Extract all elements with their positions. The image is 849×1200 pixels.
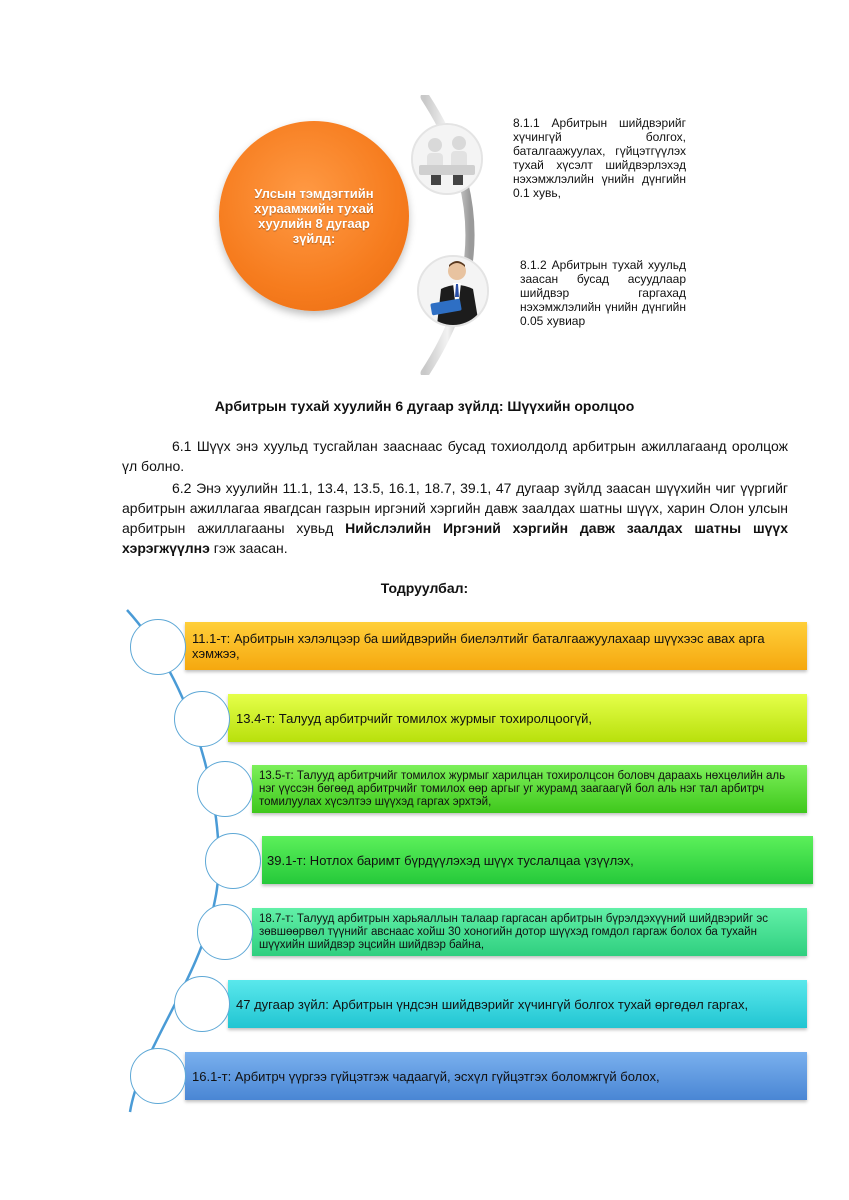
- meeting-photo-icon: [411, 123, 483, 195]
- clarify-heading: Тодруулбал:: [380, 580, 469, 596]
- timeline-node: [130, 619, 186, 675]
- paragraph-6-2-bold: Нийслэлийн Иргэний хэргийн давж заалдах шатны шүүх хэрэгжүүлнэ: [122, 520, 788, 556]
- paragraph-6-2: [122, 478, 788, 558]
- law-article-bar: [228, 980, 807, 1028]
- law-circle: [219, 121, 409, 311]
- law-article-text: 11.1-т: Арбитрын хэлэлцээр ба шийдвэрийн биелэлтийг баталгаажуулахаар шүүхээс авах арга хэмжээ,: [192, 631, 765, 661]
- law-article-text: 47 дугаар зүйл: Арбитрын үндсэн шийдвэрийг хүчингүй болгох тухай өргөдөл гаргах,: [236, 996, 749, 1012]
- paragraph-6-1-text: 6.1 Шүүх энэ хуульд тусгайлан зааснаас бусад тохиолдолд арбитрын ажиллагаанд оролцож үл болно.: [122, 438, 788, 474]
- timeline-node: [174, 976, 230, 1032]
- timeline-node: [205, 833, 261, 889]
- timeline-node: [174, 691, 230, 747]
- law-article-bar: [252, 908, 807, 956]
- paragraph-6-2-text: 6.2 Энэ хуулийн 11.1, 13.4, 13.5, 16.1, 18.7, 39.1, 47 дугаар зүйлд заасан шүүхийн чиг үүргийг арбитрын ажиллагаа явагдсан газрын иргэний хэргийн давж заалдах шатны шүүх, харин Олон улсын арбитрын ажиллагааны хувьд: [122, 480, 788, 536]
- law-article-bar: [228, 694, 807, 742]
- paragraph-6-2-end: гэж заасан.: [209, 540, 288, 556]
- law-article-text: 13.5-т: Талууд арбитрчийг томилох журмыг харилцан тохиролцсон боловч дараахь нөхцөлийн аль нэг үүссэн бөгөөд арбитрчийг томилох өөр аргыг уг журамд заагаагүй бол аль нэг тал арбитрч томилуулах хүсэлтээ шүүхэд гаргах эрхтэй,: [259, 769, 786, 808]
- item-8-1-1: 8.1.1 Арбитрын шийдвэрийг хүчингүй болгох, баталгаажуулах, гүйцэтгүүлэх тухай хүсэлт шийдвэрлэхэд нэхэмжлэлийн үнийн дүнгийн 0.1 хувь,: [513, 116, 686, 200]
- law-article-text: 16.1-т: Арбитрч үүргээ гүйцэтгэж чадаагүй, эсхүл гүйцэтгэх боломжгүй болох,: [192, 1068, 660, 1084]
- law-article-bar: [252, 765, 807, 813]
- paragraph-6-1: [122, 436, 788, 476]
- businessman-reading-icon: [417, 255, 489, 327]
- law-article-text: 13.4-т: Талууд арбитрчийг томилох журмыг тохиролцоогүй,: [236, 710, 592, 726]
- section-heading: Арбитрын тухай хуулийн 6 дугаар зүйлд: Шүүхийн оролцоо: [214, 398, 635, 414]
- timeline-node: [130, 1048, 186, 1104]
- item-8-1-2: 8.1.2 Арбитрын тухай хуульд заасан бусад асуудлаар шийдвэр гаргахад нэхэмжлэлийн үнийн дүнгийн 0.05 хувиар: [520, 258, 686, 328]
- top-infographic: [0, 0, 849, 390]
- timeline-node: [197, 761, 253, 817]
- law-article-bar: [185, 1052, 807, 1100]
- law-article-text: 39.1-т: Нотлох баримт бүрдүүлэхэд шүүх туслалцаа үзүүлэх,: [267, 852, 634, 868]
- law-article-bar: [262, 836, 813, 884]
- law-circle-text: Улсын тэмдэгтийн хураамжийн тухай хуулийн 8 дугаар зүйлд:: [254, 186, 374, 246]
- law-article-text: 18.7-т: Талууд арбитрын харьяаллын талаар гаргасан арбитрын бүрэлдэхүүний шийдвэрийг эс зөвшөөрвөл түүнийг авснаас хойш 30 хоногийн дотор шүүхэд гомдол гаргаж болох ба тухайн шүүхийн шийдвэр эцсийн шийдвэр байна,: [259, 912, 768, 951]
- timeline-node: [197, 904, 253, 960]
- law-article-bar: [185, 622, 807, 670]
- bottom-infographic: [0, 600, 849, 1120]
